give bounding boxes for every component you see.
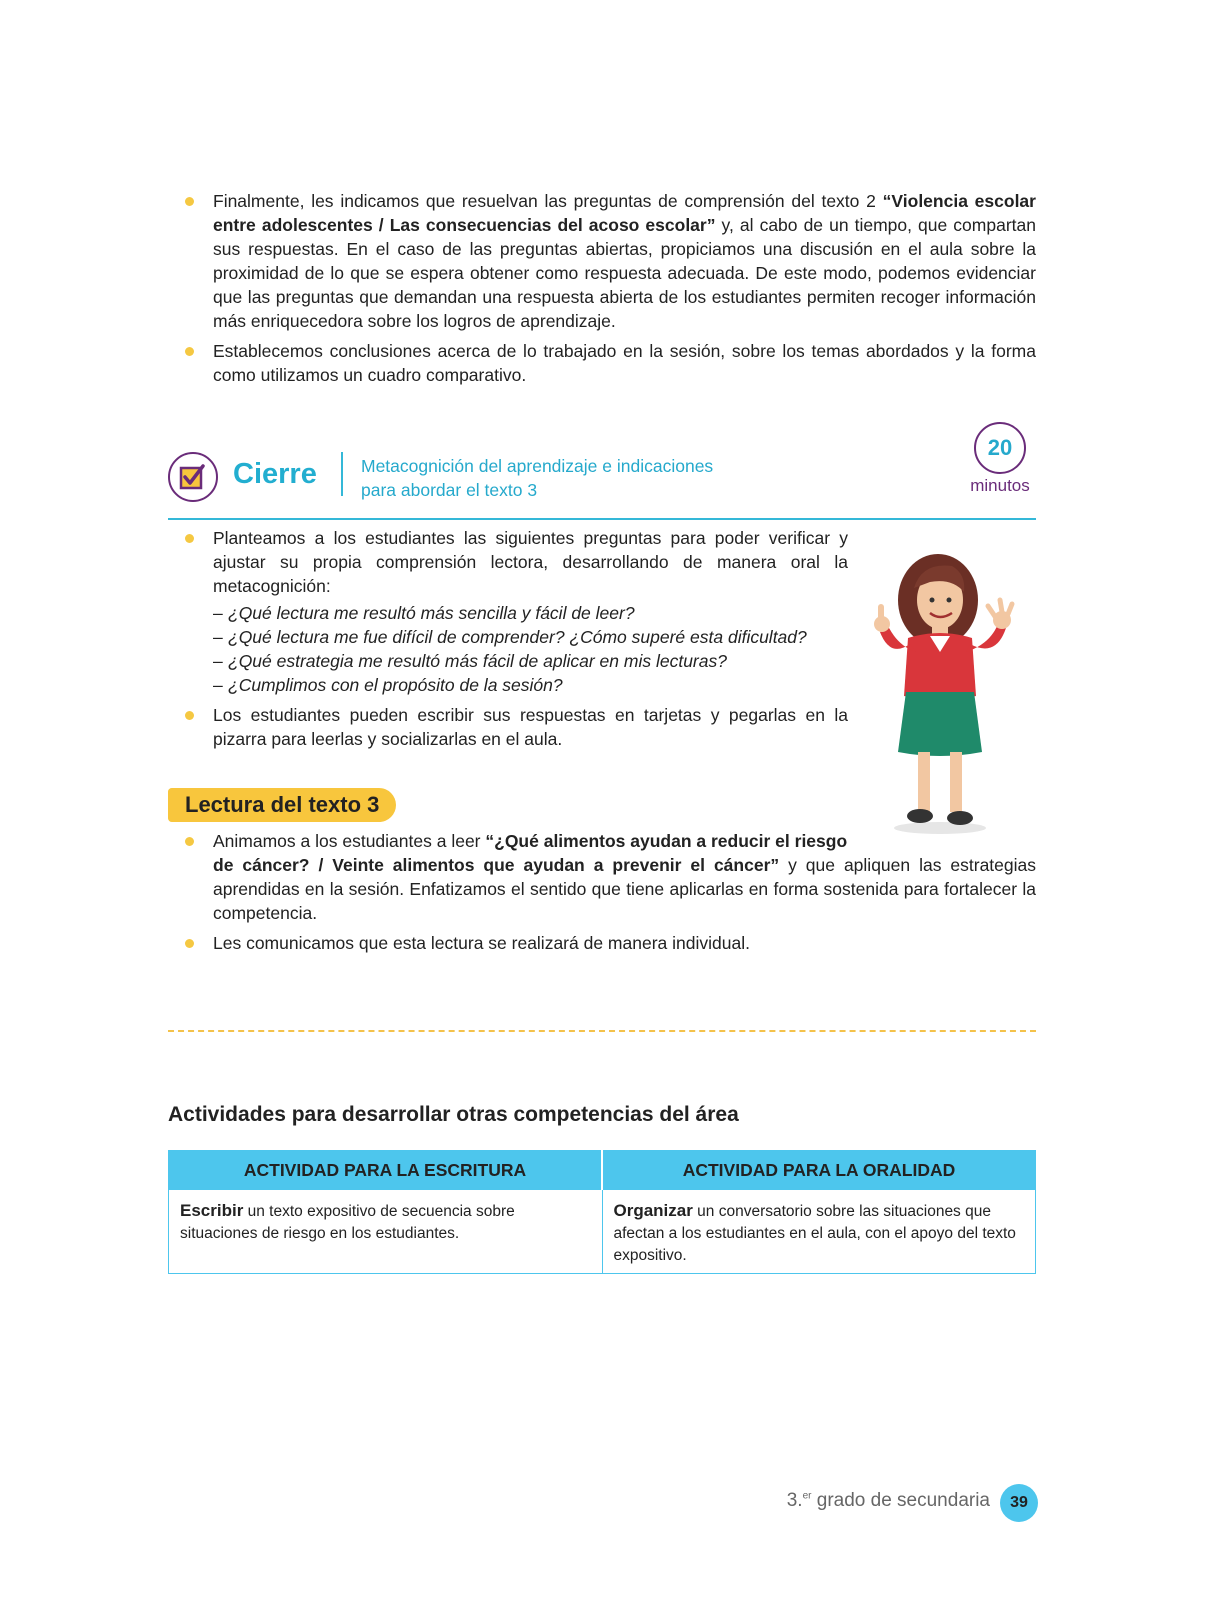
bullet-icon <box>185 837 194 846</box>
clock-icon <box>974 422 1026 474</box>
timer <box>964 422 1036 496</box>
cierre-header <box>168 422 1036 520</box>
question-item: – ¿Qué estrategia me resultó más fácil de aplicar en mis lecturas? <box>213 651 727 671</box>
list-item: Planteamos a los estudiantes las siguientes preguntas para poder verificar y ajustar su propia comprensión lectora, desarrollando de manera oral la metacognición: – ¿Qué lectura me resultó más sencilla y fácil de leer? – ¿Qué lectura me fue difícil de comprender? ¿Cómo superé esta dificultad? – ¿Qué estrategia me resultó más fácil de aplicar en mis lecturas? – ¿Cumplimos con el propósito de la sesión? <box>168 526 848 697</box>
table-cell: Organizar un conversatorio sobre las situaciones que afectan a los estudiantes en el aula, con el apoyo del texto expositivo. <box>602 1190 1036 1274</box>
list-item: Finalmente, les indicamos que resuelvan las preguntas de comprensión del texto 2 “Violencia escolar entre adolescentes / Las consecuencias del acoso escolar” y, al cabo de un tiempo, que compartan sus respuestas. En el caso de las preguntas abiertas, propiciamos una discusión en el aula sobre la proximidad de lo que se espera obtener como respuesta adecuada. De este modo, podemos evidenciar que las preguntas que demandan una respuesta abierta de los estudiantes permiten recoger información más enriquecedora sobre los logros de aprendizaje. <box>168 189 1036 333</box>
timer-value: 20 <box>987 435 1013 460</box>
lectura-bullet-list <box>168 829 1036 955</box>
column-header: ACTIVIDAD PARA LA ORALIDAD <box>602 1151 1036 1190</box>
section-subtitle: Metacognición del aprendizaje e indicaciones para abordar el texto 3 <box>361 456 714 500</box>
list-item: Animamos a los estudiantes a leer “¿Qué alimentos ayudan a reducir el riesgo de cáncer? / Veinte alimentos que ayudan a prevenir el cáncer” y que apliquen las estrategias aprendidas en la sesión. Enfatizamos el sentido que tiene aplicarlas en forma sostenida para fortalecer la competencia. <box>168 829 1036 925</box>
bullet-icon <box>185 197 194 206</box>
bullet-icon <box>185 939 194 948</box>
checkbox-icon <box>168 452 218 502</box>
intro-section <box>168 189 1036 393</box>
section-title: Cierre <box>233 458 317 490</box>
intro-bullet-list <box>168 189 1036 387</box>
divider <box>341 452 343 496</box>
question-list <box>213 601 848 697</box>
lectura-section <box>168 829 1036 961</box>
table-header-row <box>169 1151 1036 1190</box>
question-item: – ¿Cumplimos con el propósito de la sesión? <box>213 675 563 695</box>
cierre-bullet-list <box>168 526 848 751</box>
page-number: 39 <box>1000 1484 1038 1522</box>
list-item: Les comunicamos que esta lectura se realizará de manera individual. <box>168 931 1036 955</box>
column-header: ACTIVIDAD PARA LA ESCRITURA <box>169 1151 603 1190</box>
question-item: – ¿Qué lectura me resultó más sencilla y fácil de leer? <box>213 603 635 623</box>
activities-table <box>168 1150 1036 1274</box>
bullet-icon <box>185 711 194 720</box>
list-item: Los estudiantes pueden escribir sus respuestas en tarjetas y pegarlas en la pizarra para leerlas y socializarlas en el aula. <box>168 703 848 751</box>
timer-unit: minutos <box>970 476 1030 495</box>
question-item: – ¿Qué lectura me fue difícil de comprender? ¿Cómo superé esta dificultad? <box>213 627 807 647</box>
table-cell: Escribir un texto expositivo de secuencia sobre situaciones de riesgo en los estudiantes. <box>169 1190 603 1274</box>
bullet-icon <box>185 534 194 543</box>
cierre-section <box>168 526 848 757</box>
table-row <box>169 1190 1036 1274</box>
bullet-icon <box>185 347 194 356</box>
section-badge: Lectura del texto 3 <box>168 788 396 822</box>
list-item: Establecemos conclusiones acerca de lo trabajado en la sesión, sobre los temas abordados y la forma como utilizamos un cuadro comparativo. <box>168 339 1036 387</box>
teacher-illustration <box>860 548 1030 848</box>
activities-title: Actividades para desarrollar otras competencias del área <box>168 1103 739 1126</box>
dashed-divider <box>168 1030 1036 1032</box>
grade-label: 3.$^{er}$ grado de secundaria <box>786 1490 990 1511</box>
